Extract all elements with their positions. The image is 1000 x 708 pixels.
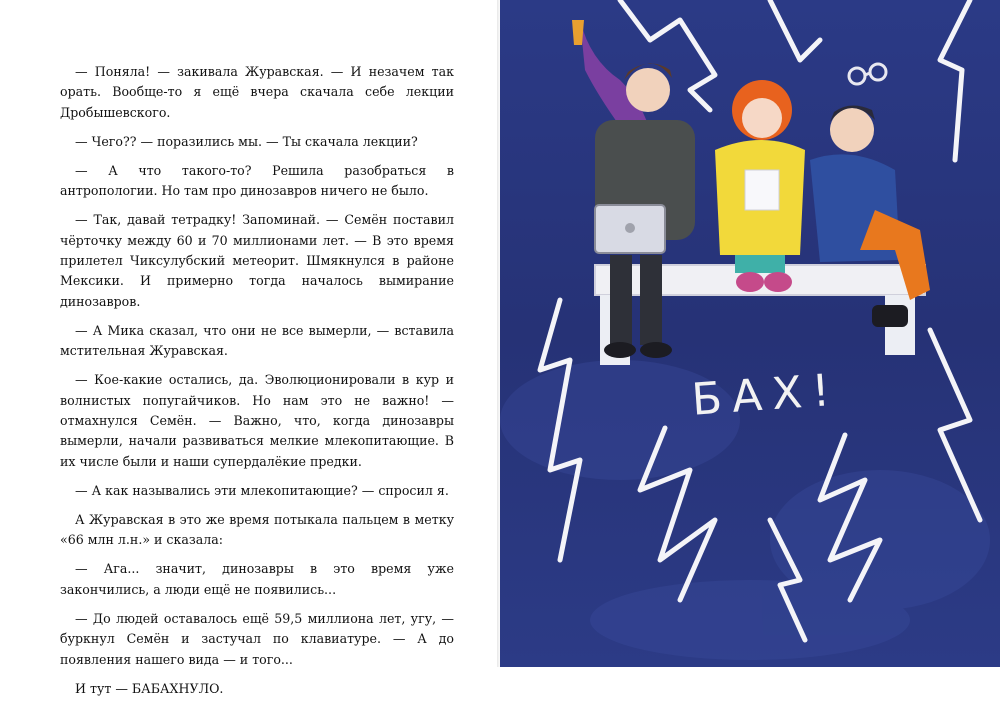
illustration-page xyxy=(500,0,1000,667)
face xyxy=(742,98,782,138)
paragraph: — А как назывались эти млекопитающие? — спросил я. xyxy=(75,482,449,498)
paragraph: — Так, давай тетрадку! Запоминай. — Семён поставил чёрточку между 60 и 70 миллионами лет. — В это время прилетел Чиксулубский метеорит. Шмякнулся в районе Мексики. И примерно тогда началось вымирание динозавров. xyxy=(60,212,454,309)
paragraph: — Ага... значит, динозавры в это время уже закончились, а люди ещё не появились... xyxy=(60,561,454,597)
sound-effect-text: БАХ! xyxy=(690,364,842,426)
paragraph: А Журавская в это же время потыкала пальцем в метку «66 млн л.н.» и сказала: xyxy=(60,511,454,548)
face xyxy=(626,68,670,112)
illustration xyxy=(500,0,1000,667)
paragraph: И тут — БАБАХНУЛО. xyxy=(75,680,224,696)
paragraph: — А что такого-то? Решила разобраться в антропологии. Но там про динозавров ничего не было. xyxy=(60,162,454,199)
paragraph: — Кое-какие остались, да. Эволюционировали в кур и волнистых попугайчиков. Но нам это не важно! — отмахнулся Семён. — Важно, что, когда динозавры вымерли, начали развиваться мелкие млекопитающие. В их числе были и наши супердалёкие предки. xyxy=(60,372,454,469)
paragraph: — До людей оставалось ещё 59,5 миллиона лет, угу, — буркнул Семён и застучал по клавиатуре. — А до появления нашего вида — и того... xyxy=(60,610,454,667)
text-page xyxy=(0,0,500,696)
story-text xyxy=(60,62,454,708)
paragraph: — Поняла! — закивала Журавская. — И незачем так орать. Вообще-то я ещё вчера скачала себе лекции Дробышевского. xyxy=(60,64,454,120)
paragraph: — Чего?? — поразились мы. — Ты скачала лекции? xyxy=(75,133,418,149)
paragraph: — А Мика сказал, что они не все вымерли, — вставила мстительная Журавская. xyxy=(60,322,454,359)
notebook xyxy=(745,170,779,210)
